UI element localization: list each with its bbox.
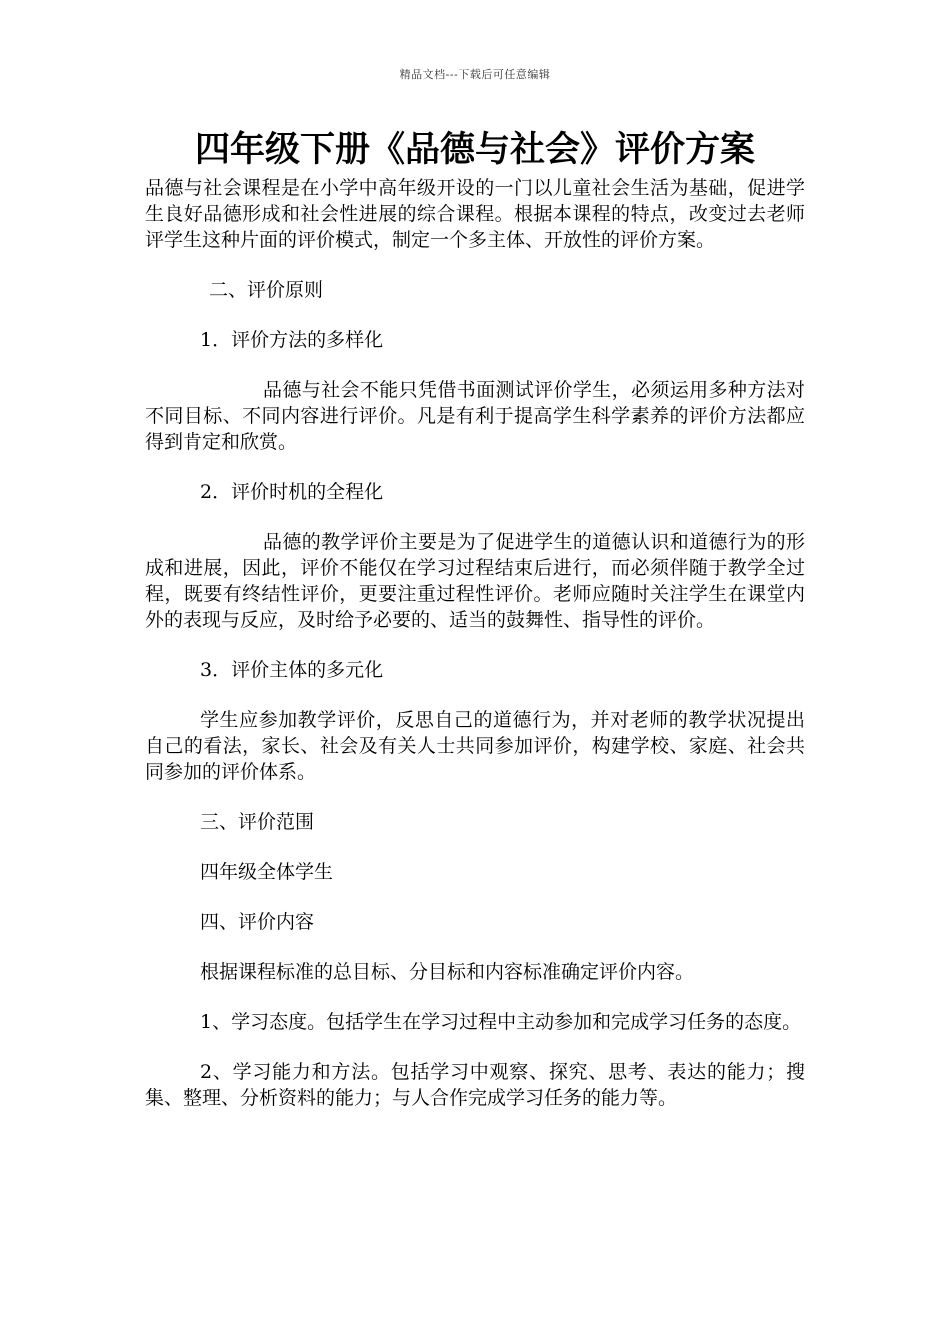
intro-paragraph: 品德与社会课程是在小学中高年级开设的一门以儿童社会生活为基础，促进学生良好品德形成和社会性进展的综合课程。根据本课程的特点，改变过去老师评学生这种片面的评价模式，制定一个多主体、开放性的评价方案。 [145,177,805,251]
content-item-attitude: 1、学习态度。包括学生在学习过程中主动参加和完成学习任务的态度。 [200,1011,802,1033]
section-heading-principles: 二、评价原则 [209,279,324,301]
header-note: 精品文档---下载后可任意编辑 [399,68,551,81]
document-body [145,175,805,1111]
content-item-ability: 2、学习能力和方法。包括学习中观察、探究、思考、表达的能力；搜集、整理、分析资料的能力；与人合作完成学习任务的能力等。 [145,1061,805,1109]
scope-paragraph: 四年级全体学生 [200,861,334,883]
subheading-timing: 2．评价时机的全程化 [200,481,384,503]
timing-paragraph: 品德的教学评价主要是为了促进学生的道德认识和道德行为的形成和进展，因此，评价不能仅在学习过程结束后进行，而必须伴随于教学全过程，既要有终结性评价，更要注重过程性评价。老师应随时关注学生在课堂内外的表现与反应，及时给予必要的、适当的鼓舞性、指导性的评价。 [145,531,805,631]
section-heading-content: 四、评价内容 [200,911,315,933]
methods-paragraph: 品德与社会不能只凭借书面测试评价学生，必须运用多种方法对不同目标、不同内容进行评价。凡是有利于提高学生科学素养的评价方法都应得到肯定和欣赏。 [145,379,805,453]
section-heading-scope: 三、评价范围 [200,811,315,833]
subjects-paragraph: 学生应参加教学评价，反思自己的道德行为，并对老师的教学状况提出自己的看法，家长、社会及有关人士共同参加评价，构建学校、家庭、社会共同参加的评价体系。 [145,709,805,783]
subheading-methods: 1．评价方法的多样化 [200,329,384,351]
content-intro-paragraph: 根据课程标准的总目标、分目标和内容标准确定评价内容。 [200,961,695,983]
subheading-subjects: 3．评价主体的多元化 [200,659,384,681]
document-title: 四年级下册《品德与社会》评价方案 [194,129,755,170]
